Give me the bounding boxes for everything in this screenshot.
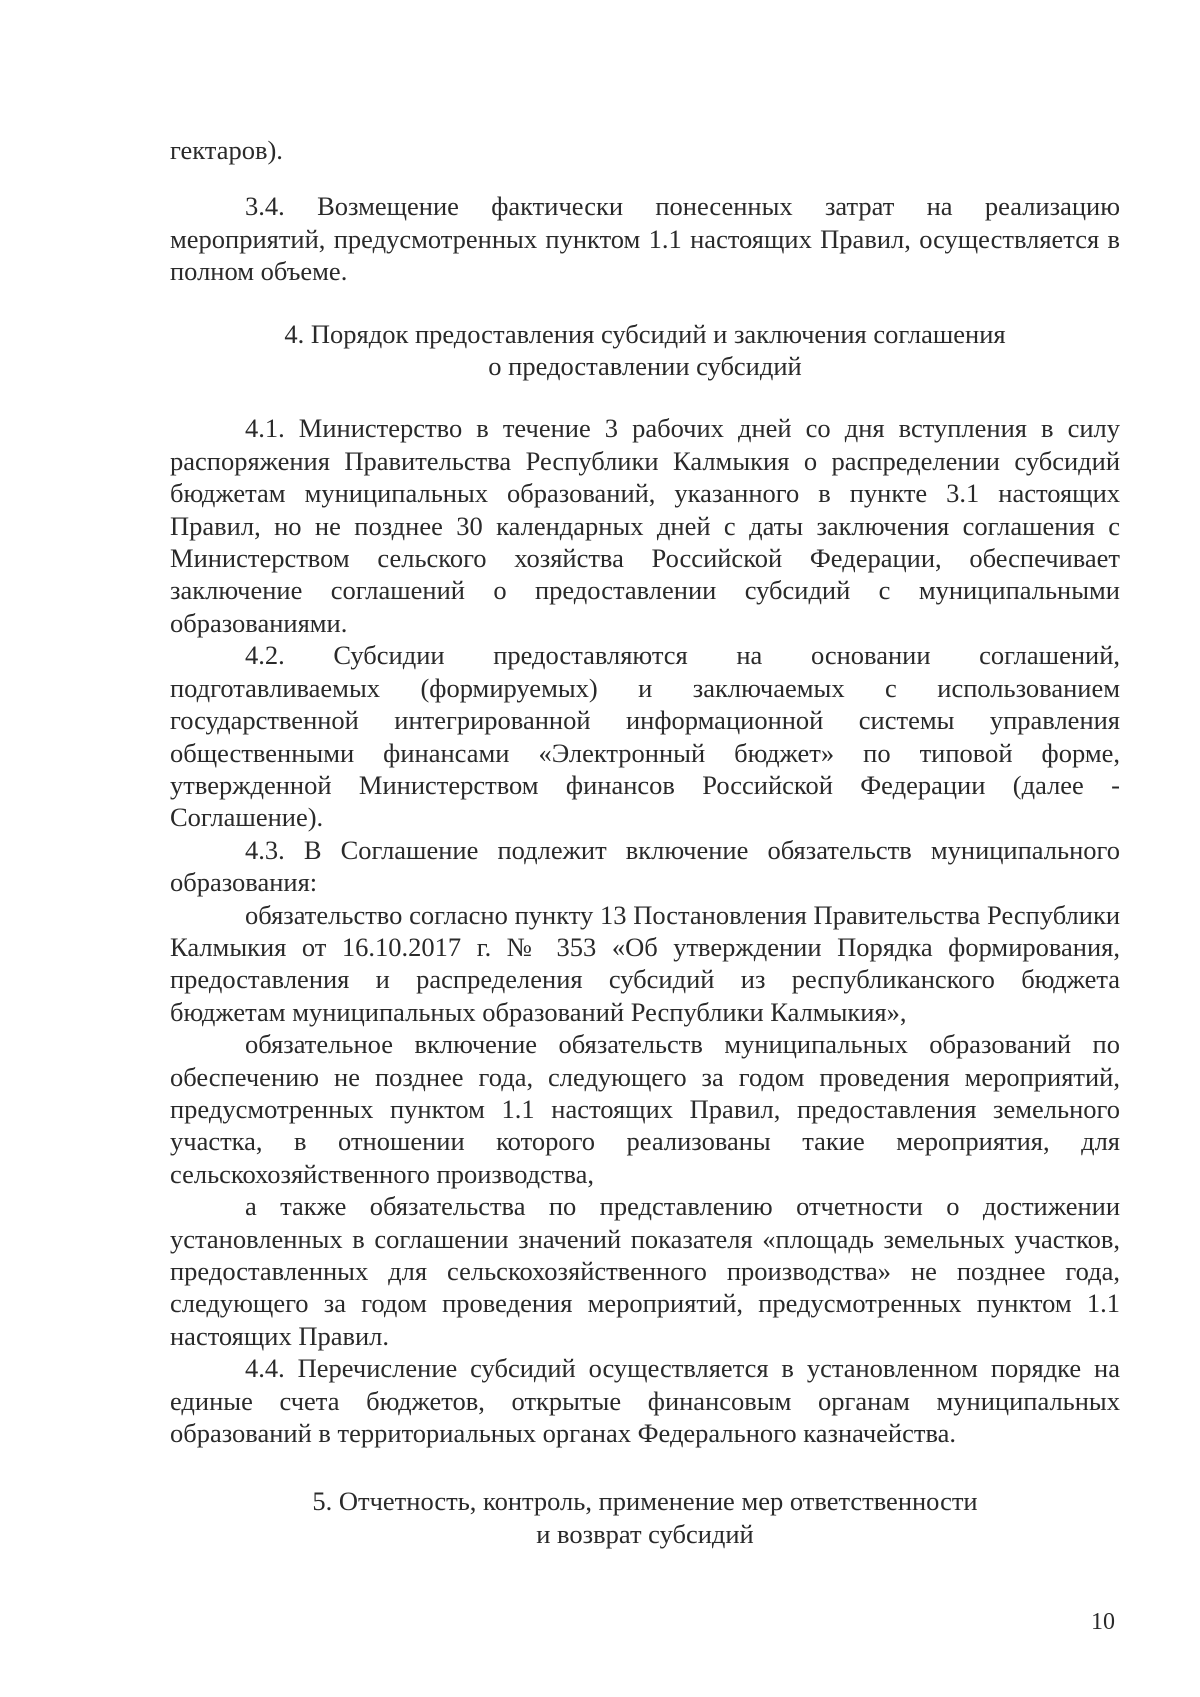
paragraph-4-2: 4.2. Субсидии предоставляются на основании соглашений, подготавливаемых (формируемых) и заключаемых с использованием государственной интегрированной информационной системы управления общественными финансами «Электронный бюджет» по типовой форме, утвержденной Министерством финансов Российской Федерации (далее - Соглашение).	[170, 640, 1120, 833]
paragraph-3-4: 3.4. Возмещение фактически понесенных затрат на реализацию мероприятий, предусмотренных пунктом 1.1 настоящих Правил, осуществляется в полном объеме.	[170, 191, 1120, 287]
paragraph-4-3-item-c: а также обязательства по представлению отчетности о достижении установленных в соглашении значений показателя «площадь земельных участков, предоставленных для сельскохозяйственного производства» не позднее года, следующего за годом проведения мероприятий, предусмотренных пунктом 1.1 настоящих Правил.	[170, 1191, 1120, 1351]
paragraph-4-1: 4.1. Министерство в течение 3 рабочих дней со дня вступления в силу распоряжения Правительства Республики Калмыкия о распределении субсидий бюджетам муниципальных образований, указанного в пункте 3.1 настоящих Правил, но не позднее 30 календарных дней с даты заключения соглашения с Министерством сельского хозяйства Российской Федерации, обеспечивает заключение соглашений о предоставлении субсидий с муниципальными образованиями.	[170, 413, 1120, 638]
paragraph-4-3-item-a: обязательство согласно пункту 13 Постановления Правительства Республики Калмыкия от 16.10.2017 г. № 353 «Об утверждении Порядка формирования, предоставления и распределения субсидий из республиканского бюджета бюджетам муниципальных образований Республики Калмыкия»,	[170, 899, 1120, 1027]
section-5-heading-line-2: и возврат субсидий	[536, 1518, 754, 1549]
document-body	[170, 134, 1120, 1550]
paragraph-4-3-item-b: обязательное включение обязательств муниципальных образований по обеспечению не позднее года, следующего за годом проведения мероприятий, предусмотренных пунктом 1.1 настоящих Правил, предоставления земельного участка, в отношении которого реализованы такие мероприятия, для сельскохозяйственного производства,	[170, 1029, 1120, 1189]
paragraph-4-3: 4.3. В Соглашение подлежит включение обязательств муниципального образования:	[170, 834, 1120, 898]
continuation-text: гектаров).	[170, 135, 283, 165]
page-number: 10	[1091, 1609, 1115, 1635]
section-4-heading-line-2: о предоставлении субсидий	[488, 351, 802, 382]
section-5-heading-line-1: 5. Отчетность, контроль, применение мер ответственности	[312, 1486, 978, 1517]
section-4-heading-line-1: 4. Порядок предоставления субсидий и заключения соглашения	[284, 318, 1006, 349]
paragraph-4-4: 4.4. Перечисление субсидий осуществляется в установленном порядке на единые счета бюджетов, открытые финансовым органам муниципальных образований в территориальных органах Федерального казначейства.	[170, 1353, 1120, 1449]
